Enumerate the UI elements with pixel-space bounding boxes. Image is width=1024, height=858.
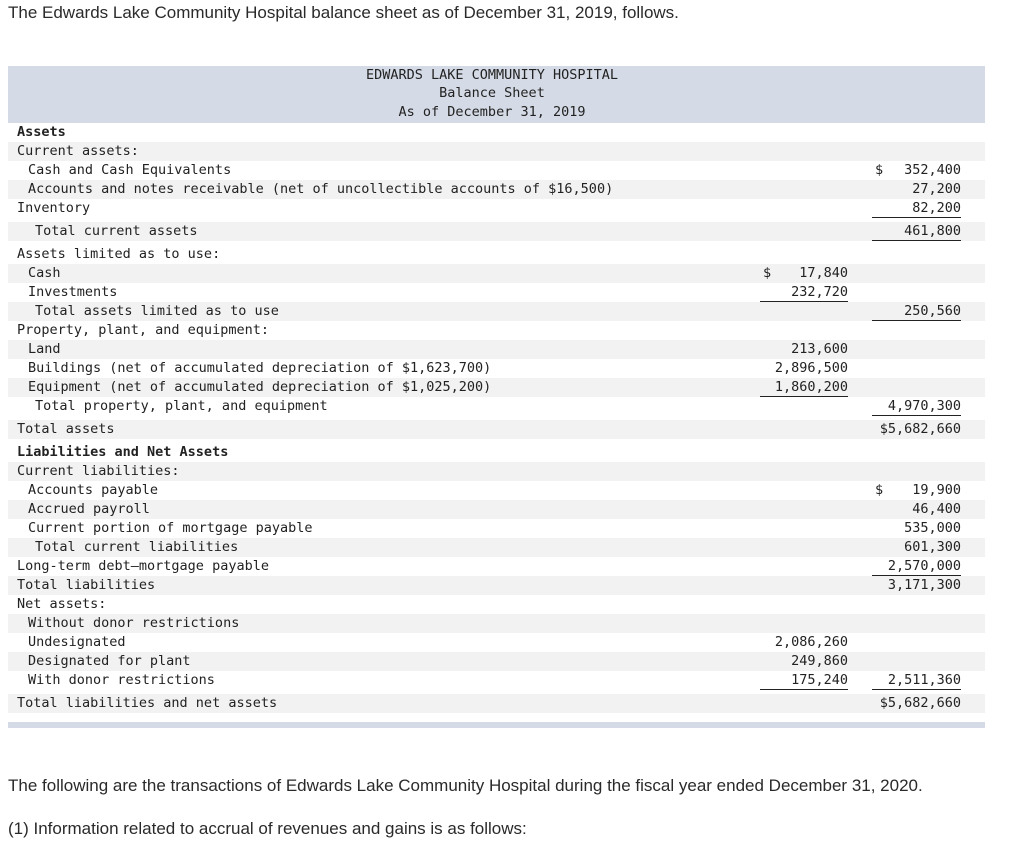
table-row-assets <box>8 123 985 142</box>
table-row-total-current-liabilities <box>8 538 985 557</box>
amount-column-2: 2,511,360 <box>872 671 961 690</box>
row-label: Cash and Cash Equivalents <box>28 162 232 178</box>
table-row-net-assets <box>8 595 985 614</box>
amount-column-1: 232,720 <box>760 283 848 302</box>
table-row-current-assets <box>8 142 985 161</box>
amount-column-2: 46,400 <box>912 501 961 517</box>
info-line: (1) Information related to accrual of revenues and gains is as follows: <box>8 819 527 838</box>
amount-column-2: 461,800 <box>872 222 961 241</box>
table-row-total-current-assets <box>8 222 985 241</box>
row-label: Accounts and notes receivable (net of uncollectible accounts of $16,500) <box>28 181 614 197</box>
amount-column-1: 2,896,500 <box>774 360 848 376</box>
table-row-long-term-debt-mortgage-payable <box>8 557 985 576</box>
dollar-sign: $ <box>875 162 884 178</box>
row-label: Undesignated <box>28 634 126 650</box>
table-row-current-portion-of-mortgage-payable <box>8 519 985 538</box>
amount-column-2: 2,570,000 <box>872 557 961 576</box>
table-row-cash-and-cash-equivalents <box>8 161 985 180</box>
dollar-sign: $ <box>763 265 772 281</box>
row-label: Designated for plant <box>28 653 191 669</box>
row-label: Equipment (net of accumulated depreciation of $1,025,200) <box>28 379 492 395</box>
amount-column-1: 1,860,200 <box>760 378 848 397</box>
org-name: EDWARDS LAKE COMMUNITY HOSPITAL <box>366 67 618 83</box>
row-label: Investments <box>28 284 118 300</box>
table-row-with-donor-restrictions <box>8 671 985 690</box>
statement-date: As of December 31, 2019 <box>398 104 586 120</box>
table-row-undesignated <box>8 633 985 652</box>
table-row-buildings-net-of-accumulated-depreciatio <box>8 359 985 378</box>
row-label: Land <box>28 341 61 357</box>
row-label: Accrued payroll <box>28 501 150 517</box>
table-row-total-assets <box>8 420 985 439</box>
table-row-current-liabilities <box>8 462 985 481</box>
amount-column-2: $5,682,660 <box>879 695 961 711</box>
amount-column-2: 535,000 <box>904 520 961 536</box>
table-row-liabilities-and-net-assets <box>8 443 985 462</box>
balance-sheet-table <box>8 66 985 728</box>
intro-text: The Edwards Lake Community Hospital balance sheet as of December 31, 2019, follows. <box>8 3 679 22</box>
row-label: Liabilities and Net Assets <box>17 444 229 460</box>
table-row-assets-limited-as-to-use <box>8 245 985 264</box>
table-footer-band <box>8 722 985 728</box>
row-label: Total property, plant, and equipment <box>35 398 328 414</box>
row-label: Current liabilities: <box>17 463 180 479</box>
table-row-total-property-plant-and-equipment <box>8 397 985 416</box>
table-row-total-assets-limited-as-to-use <box>8 302 985 321</box>
row-label: Total liabilities and net assets <box>17 695 278 711</box>
amount-column-1: 249,860 <box>791 653 848 669</box>
row-label: Assets <box>17 124 66 140</box>
row-label: Cash <box>28 265 61 281</box>
amount-column-2: $5,682,660 <box>879 421 961 437</box>
row-label: Net assets: <box>17 596 107 612</box>
row-label: Total assets <box>17 421 115 437</box>
row-label: Total liabilities <box>17 577 156 593</box>
row-label: Assets limited as to use: <box>17 246 221 262</box>
table-row-inventory <box>8 199 985 218</box>
amount-column-2: 27,200 <box>912 181 961 197</box>
row-label: Total assets limited as to use <box>35 303 279 319</box>
table-row-accounts-and-notes-receivable-net-of-unc <box>8 180 985 199</box>
amount-column-1: 213,600 <box>791 341 848 357</box>
amount-column-2: 601,300 <box>904 539 961 555</box>
amount-column-1: 2,086,260 <box>774 634 848 650</box>
statement-title: Balance Sheet <box>439 85 545 101</box>
row-label: With donor restrictions <box>28 672 215 688</box>
amount-column-2: 82,200 <box>872 199 961 218</box>
amount-column-2: 19,900 <box>912 482 961 498</box>
row-label: Accounts payable <box>28 482 159 498</box>
row-label: Total current liabilities <box>35 539 239 555</box>
table-row-accrued-payroll <box>8 500 985 519</box>
table-row-without-donor-restrictions <box>8 614 985 633</box>
row-label: Property, plant, and equipment: <box>17 322 269 338</box>
row-label: Long-term debt—mortgage payable <box>17 558 269 574</box>
amount-column-1: 17,840 <box>799 265 848 281</box>
row-label: Total current assets <box>35 223 198 239</box>
table-row-land <box>8 340 985 359</box>
table-row-cash <box>8 264 985 283</box>
table-row-designated-for-plant <box>8 652 985 671</box>
amount-column-2: 4,970,300 <box>872 397 961 416</box>
transactions-intro: The following are the transactions of Edwards Lake Community Hospital during the fiscal year ended December 31, 2020. <box>8 776 923 795</box>
table-row-investments <box>8 283 985 302</box>
row-label: Without donor restrictions <box>28 615 240 631</box>
row-label: Inventory <box>17 200 91 216</box>
table-row-total-liabilities-and-net-assets <box>8 694 985 713</box>
amount-column-2: 352,400 <box>904 162 961 178</box>
row-label: Current portion of mortgage payable <box>28 520 313 536</box>
amount-column-1: 175,240 <box>760 671 848 690</box>
table-row-total-liabilities <box>8 576 985 595</box>
amount-column-2: 3,171,300 <box>887 577 961 593</box>
dollar-sign: $ <box>875 482 884 498</box>
table-row-equipment-net-of-accumulated-depreciatio <box>8 378 985 397</box>
table-row-property-plant-and-equipment <box>8 321 985 340</box>
row-label: Current assets: <box>17 143 139 159</box>
row-label: Buildings (net of accumulated depreciation of $1,623,700) <box>28 360 492 376</box>
table-row-accounts-payable <box>8 481 985 500</box>
amount-column-2: 250,560 <box>872 302 961 321</box>
